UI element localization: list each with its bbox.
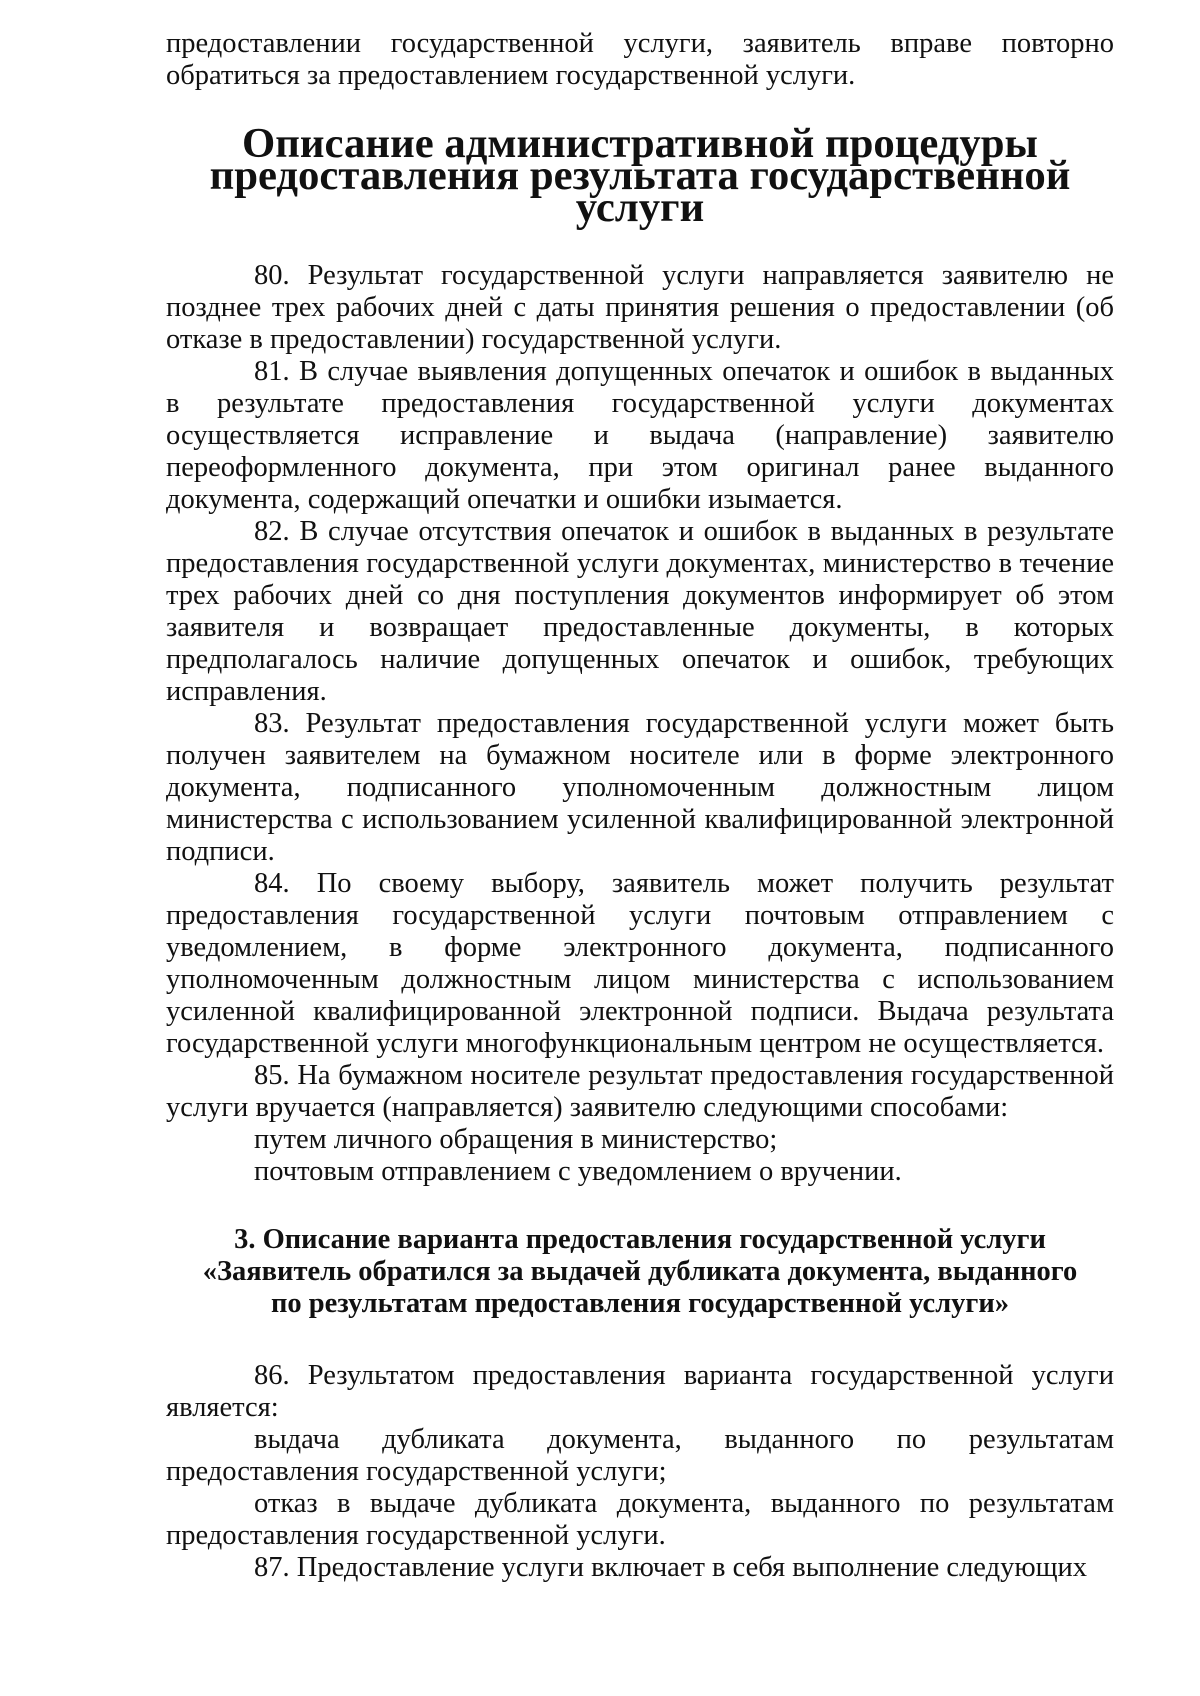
paragraph-80: 80. Результат государственной услуги направляется заявителю не позднее трех рабочих дней с даты принятия решения о предоставлении (об отказе в предоставлении) государственной услуги. <box>166 260 1114 355</box>
paragraph-81: 81. В случае выявления допущенных опечаток и ошибок в выданных в результате предоставления государственной услуги документах осуществляется исправление и выдача (направление) заявителю переоформленного документа, при этом оригинал ранее выданного документа, содержащий опечатки и ошибки изымается. <box>166 356 1114 515</box>
intro-continuation: предоставлении государственной услуги, заявитель вправе повторно обратиться за предоставлением государственной услуги. <box>166 28 1114 91</box>
paragraph-83: 83. Результат предоставления государственной услуги может быть получен заявителем на бумажном носителе или в форме электронного документа, подписанного уполномоченным должностным лицом министерства с использованием усиленной квалифицированной электронной подписи. <box>166 708 1114 867</box>
paragraph-87: 87. Предоставление услуги включает в себя выполнение следующих <box>254 1552 1088 1583</box>
paragraph-86-item-1: выдача дубликата документа, выданного по результатам предоставления государственной услуги; <box>166 1424 1114 1487</box>
document-body <box>166 28 1114 1584</box>
paragraph-84: 84. По своему выбору, заявитель может получить результат предоставления государственной услуги почтовым отправлением с уведомлением, в форме электронного документа, подписанного уполномоченным должностным лицом министерства с использованием усиленной квалифицированной электронной подписи. Выдача результата государственной услуги многофункциональным центром не осуществляется. <box>166 868 1114 1059</box>
paragraph-82: 82. В случае отсутствия опечаток и ошибок в выданных в результате предоставления государственной услуги документах, министерство в течение трех рабочих дней со дня поступления документов информирует об этом заявителя и возвращает предоставленные документы, в которых предполагалось наличие допущенных опечаток и ошибок, требующих исправления. <box>166 516 1114 707</box>
section-heading-line-1: 3. Описание варианта предоставления государственной услуги <box>234 1224 1046 1255</box>
section-heading-line-2: «Заявитель обратился за выдачей дубликата документа, выданного <box>202 1256 1078 1287</box>
paragraph-85-item-2: почтовым отправлением с уведомлением о вручении. <box>254 1156 902 1187</box>
paragraph-86: 86. Результатом предоставления варианта государственной услуги является: <box>166 1360 1114 1423</box>
paragraph-86-item-2: отказ в выдаче дубликата документа, выданного по результатам предоставления государственной услуги. <box>166 1488 1114 1551</box>
paragraph-85: 85. На бумажном носителе результат предоставления государственной услуги вручается (направляется) заявителю следующими способами: <box>166 1060 1114 1123</box>
section-heading-result-delivery: Описание административной процедуры предоставления результата государственной услуги <box>209 120 1071 231</box>
section-heading-line-3: по результатам предоставления государственной услуги» <box>270 1288 1010 1319</box>
section-heading-duplicate-variant <box>166 1224 1114 1320</box>
paragraph-85-item-1: путем личного обращения в министерство; <box>254 1124 778 1155</box>
